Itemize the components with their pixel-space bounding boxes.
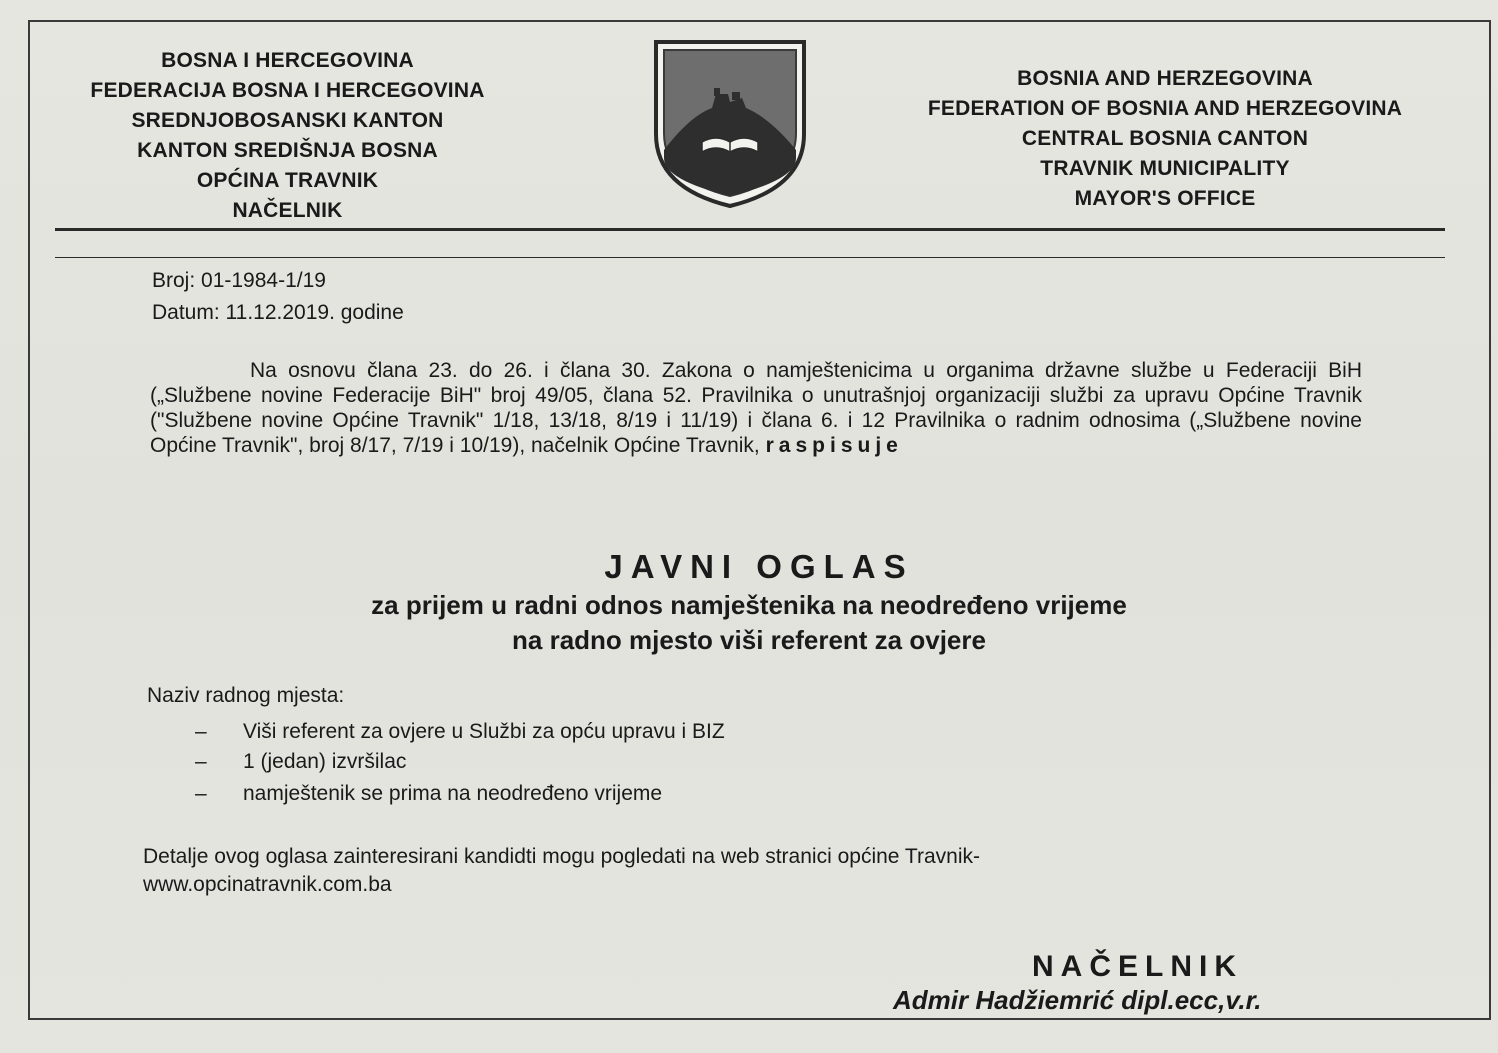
reference-number: Broj: 01-1984-1/19: [152, 269, 326, 292]
header-right-line: BOSNIA AND HERZEGOVINA: [1017, 67, 1313, 90]
header-left-line: BOSNA I HERCEGOVINA: [161, 49, 414, 72]
document-title: JAVNI OGLAS: [604, 548, 914, 585]
header-right-line: MAYOR'S OFFICE: [1074, 187, 1256, 210]
details-text: Detalje ovog oglasa zainteresirani kandidti mogu pogledati na web stranici općine Travnik-: [143, 845, 980, 868]
intro-text: Na osnovu člana 23. do 26. i člana 30. Zakona o namještenicima u organima državne službe u Federaciji BiH („Službene novine Federacije BiH" broj 49/05, člana 52. Pravilnika o unutrašnjoj organizaciji službi za upravu Općine Travnik ("Službene novine Općine Travnik" 1/18, 13/18, 8/19 i 11/19) i člana 6. i 12 Pravilnika o radnim odnosima („Službene novine Općine Travnik", broj 8/17, 7/19 i 10/19), načelnik Općine Travnik,: [150, 359, 1362, 457]
position-heading: Naziv radnog mjesta:: [147, 684, 345, 707]
header-left-line: NAČELNIK: [232, 199, 343, 222]
signature-name: Admir Hadžiemrić dipl.ecc,v.r.: [893, 985, 1262, 1015]
header-right-line: CENTRAL BOSNIA CANTON: [1021, 127, 1309, 150]
list-item-text: Viši referent za ovjere u Službi za opću upravu i BIZ: [243, 720, 725, 743]
intro-emphasis: raspisuje: [765, 434, 903, 457]
signature-title: NAČELNIK: [1032, 950, 1243, 983]
list-item: – namještenik se prima na neodređeno vrijeme: [195, 782, 663, 805]
header-left: [55, 46, 520, 226]
header-divider: [55, 228, 1445, 231]
document-subtitle: za prijem u radni odnos namještenika na neodređeno vrijeme: [371, 590, 1127, 620]
header-right-line: TRAVNIK MUNICIPALITY: [1040, 157, 1290, 180]
document-date: Datum: 11.12.2019. godine: [152, 301, 404, 324]
details-paragraph: [143, 843, 1353, 899]
header-right-line: FEDERATION OF BOSNIA AND HERZEGOVINA: [927, 97, 1403, 120]
header-left-line: FEDERACIJA BOSNA I HERCEGOVINA: [90, 79, 485, 102]
header-left-line: OPĆINA TRAVNIK: [196, 169, 379, 192]
header-right: [880, 64, 1450, 214]
header-left-line: KANTON SREDIŠNJA BOSNA: [137, 139, 438, 162]
list-item: – Viši referent za ovjere u Službi za opću upravu i BIZ: [195, 720, 725, 743]
list-item: – 1 (jedan) izvršilac: [195, 750, 407, 773]
document-subtitle: na radno mjesto viši referent za ovjere: [512, 625, 986, 655]
list-item-text: namještenik se prima na neodređeno vrijeme: [243, 782, 663, 805]
list-item-text: 1 (jedan) izvršilac: [243, 750, 407, 773]
intro-paragraph: [150, 358, 1362, 458]
header-divider-thin: [55, 257, 1445, 258]
header-left-line: SREDNJOBOSANSKI KANTON: [131, 109, 444, 132]
crest-icon: [650, 38, 810, 210]
website-link[interactable]: www.opcinatravnik.com.ba: [143, 873, 392, 896]
